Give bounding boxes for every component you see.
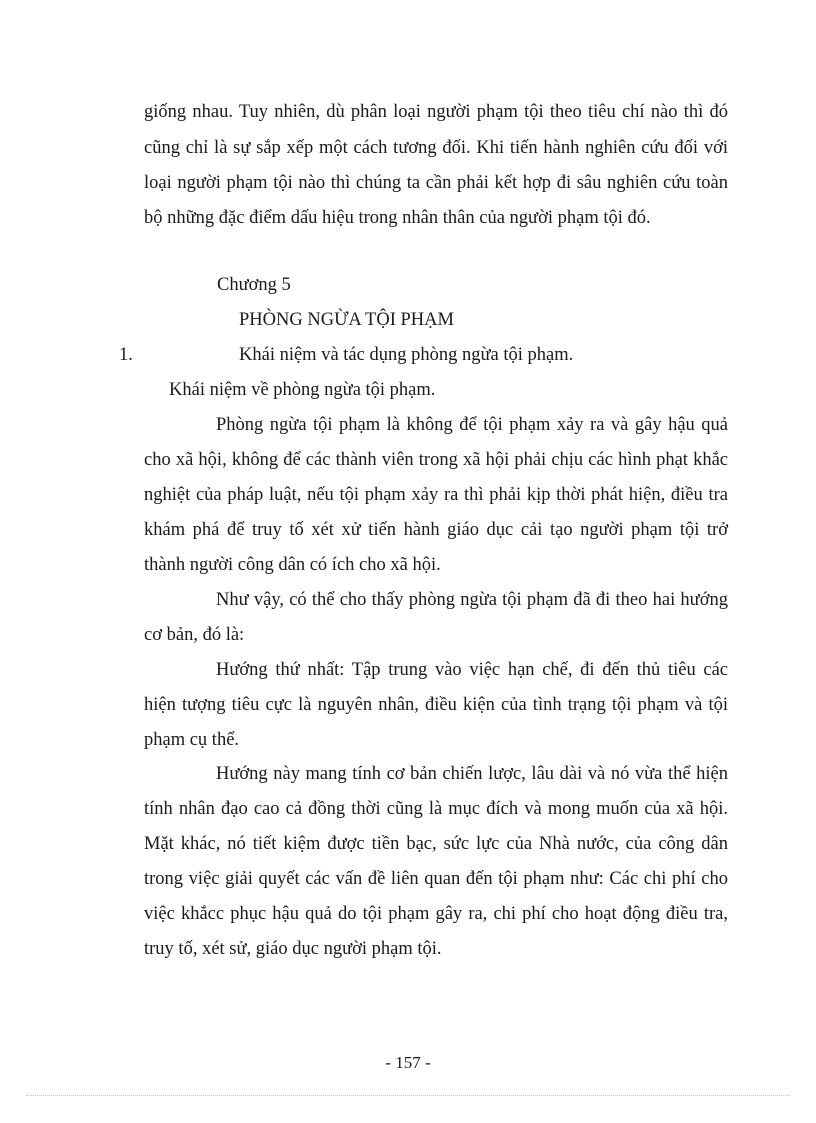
text-line: cũng chỉ là sự sắp xếp một cách tương đối. Khi tiến hành nghiên cứu đối với bbox=[144, 138, 728, 158]
text-line: trong việc giải quyết các vấn đề liên quan đến tội phạm như: Các chi phí cho bbox=[144, 869, 728, 889]
text-line: thành người công dân có ích cho xã hội. bbox=[144, 555, 441, 575]
text-line: việc khắcc phục hậu quả do tội phạm gây ra, chi phí cho hoạt động điều tra, bbox=[144, 904, 728, 924]
section-number: 1. bbox=[119, 345, 133, 365]
page-number: - 157 - bbox=[385, 1053, 431, 1072]
text-line: loại người phạm tội nào thì chúng ta cần phải kết hợp đi sâu nghiên cứu toàn bbox=[144, 173, 728, 193]
text-line: hiện tượng tiêu cực là nguyên nhân, điều kiện của tình trạng tội phạm và tội bbox=[144, 695, 728, 715]
text-line: khám phá để truy tố xét xử tiến hành giáo dục cải tạo người phạm tội trở bbox=[144, 520, 728, 540]
text-line: nghiệt của pháp luật, nếu tội phạm xảy ra thì phải kịp thời phát hiện, điều tra bbox=[144, 485, 728, 505]
section-subtitle: Khái niệm về phòng ngừa tội phạm. bbox=[169, 380, 436, 400]
chapter-title: PHÒNG NGỪA TỘI PHẠM bbox=[239, 310, 454, 330]
text-line: truy tố, xét sử, giáo dục người phạm tội. bbox=[144, 939, 442, 959]
text-line: cho xã hội, không để các thành viên trong xã hội phải chịu các hình phạt khắc bbox=[144, 450, 728, 470]
text-line: phạm cụ thể. bbox=[144, 730, 240, 750]
text-line: Mặt khác, nó tiết kiệm được tiền bạc, sức lực của Nhà nước, của công dân bbox=[144, 834, 728, 854]
text-line: Hướng thứ nhất: Tập trung vào việc hạn chế, đi đến thủ tiêu các bbox=[216, 660, 728, 680]
text-line: cơ bản, đó là: bbox=[144, 625, 245, 645]
text-line: Phòng ngừa tội phạm là không để tội phạm xảy ra và gây hậu quả bbox=[216, 415, 728, 435]
text-line: giống nhau. Tuy nhiên, dù phân loại người phạm tội theo tiêu chí nào thì đó bbox=[144, 102, 728, 122]
text-line: Như vậy, có thể cho thấy phòng ngừa tội phạm đã đi theo hai hướng bbox=[216, 590, 728, 610]
page-border bbox=[26, 1095, 790, 1096]
text-line: tính nhân đạo cao cả đồng thời cũng là mục đích và mong muốn của xã hội. bbox=[144, 799, 728, 819]
section-title: Khái niệm và tác dụng phòng ngừa tội phạm. bbox=[239, 345, 574, 365]
text-line: bộ những đặc điểm dấu hiệu trong nhân thân của người phạm tội đó. bbox=[144, 208, 651, 228]
chapter-label: Chương 5 bbox=[217, 275, 291, 295]
text-line: Hướng này mang tính cơ bản chiến lược, lâu dài và nó vừa thể hiện bbox=[216, 764, 728, 784]
